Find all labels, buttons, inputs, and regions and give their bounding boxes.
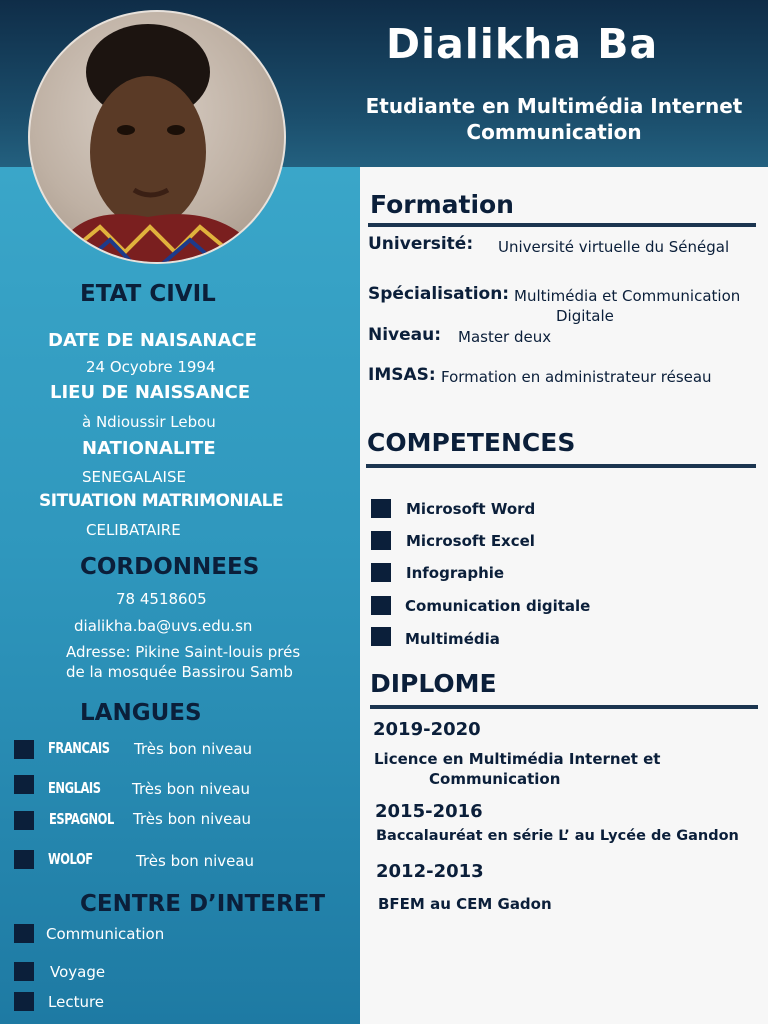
language-level: Très bon niveau <box>134 740 253 758</box>
situation-label: SITUATION MATRIMONIALE <box>39 491 284 511</box>
role-line-1: Etudiante en Multimédia Internet <box>365 94 743 118</box>
imsas-value: Formation en administrateur réseau <box>441 368 712 386</box>
section-title-formation: Formation <box>370 190 514 219</box>
skill-item: Multimédia <box>405 630 500 648</box>
profile-photo <box>28 10 286 264</box>
lieu-value: à Ndioussir Lebou <box>82 413 216 431</box>
situation-value: CELIBATAIRE <box>86 521 181 539</box>
square-bullet-icon <box>371 627 391 646</box>
square-bullet-icon <box>371 596 391 615</box>
diploma-year: 2015-2016 <box>375 801 483 822</box>
section-title-langues: LANGUES <box>80 700 202 726</box>
section-divider <box>366 464 756 468</box>
person-name: Dialikha Ba <box>386 20 659 68</box>
role-line-2: Communication <box>466 120 642 144</box>
universite-value: Université virtuelle du Sénégal <box>498 238 730 256</box>
language-name: WOLOF <box>48 850 93 868</box>
language-level: Très bon niveau <box>132 780 251 798</box>
square-bullet-icon <box>14 850 34 869</box>
language-level: Très bon niveau <box>133 810 252 828</box>
diploma-title-line-1: Licence en Multimédia Internet et <box>374 750 661 768</box>
diploma-title-line-1: BFEM au CEM Gadon <box>378 895 552 913</box>
specialisation-value-line-2: Digitale <box>556 307 614 325</box>
section-title-diplome: DIPLOME <box>370 669 497 698</box>
phone-number: 78 4518605 <box>116 590 207 608</box>
square-bullet-icon <box>14 775 34 794</box>
skill-item: Comunication digitale <box>405 597 591 615</box>
diploma-title-line-1: Baccalauréat en série L’ au Lycée de Gandon <box>376 828 739 844</box>
date-label: DATE DE NAISANACE <box>48 330 257 351</box>
niveau-value: Master deux <box>458 328 552 346</box>
section-divider <box>368 223 756 227</box>
interest-item: Lecture <box>48 993 105 1011</box>
interest-item: Voyage <box>50 963 106 981</box>
square-bullet-icon <box>371 531 391 550</box>
diploma-year: 2012-2013 <box>376 861 484 882</box>
square-bullet-icon <box>14 992 34 1011</box>
nationalite-value: SENEGALAISE <box>82 468 186 486</box>
section-title-interets: CENTRE D’INTERET <box>80 891 326 917</box>
square-bullet-icon <box>371 563 391 582</box>
square-bullet-icon <box>14 740 34 759</box>
universite-label: Université: <box>368 234 474 254</box>
interest-item: Communication <box>46 925 165 943</box>
niveau-label: Niveau: <box>368 325 442 345</box>
address-line-2: de la mosquée Bassirou Samb <box>66 663 293 681</box>
square-bullet-icon <box>371 499 391 518</box>
lieu-label: LIEU DE NAISSANCE <box>50 382 251 403</box>
imsas-label: IMSAS: <box>368 365 436 385</box>
email-address: dialikha.ba@uvs.edu.sn <box>74 617 253 635</box>
address-line-1: Adresse: Pikine Saint-louis prés <box>66 643 301 661</box>
square-bullet-icon <box>14 962 34 981</box>
language-name: FRANCAIS <box>48 739 110 757</box>
language-name: ENGLAIS <box>48 779 101 797</box>
person-role <box>340 93 768 145</box>
skill-item: Infographie <box>406 564 505 582</box>
language-level: Très bon niveau <box>136 852 255 870</box>
section-title-cordonnees: CORDONNEES <box>80 554 260 580</box>
square-bullet-icon <box>14 924 34 943</box>
language-name: ESPAGNOL <box>49 810 114 828</box>
skill-item: Microsoft Word <box>406 500 536 518</box>
diploma-title-line-2: Communication <box>429 770 561 788</box>
skill-item: Microsoft Excel <box>406 532 535 550</box>
section-title-competences: COMPETENCES <box>367 428 576 457</box>
portrait-illustration <box>30 12 286 264</box>
date-value: 24 Ocyobre 1994 <box>86 358 216 376</box>
square-bullet-icon <box>14 811 34 830</box>
specialisation-value-line-1: Multimédia et Communication <box>514 287 741 305</box>
section-title-etat-civil: ETAT CIVIL <box>80 281 216 307</box>
section-divider <box>370 705 758 709</box>
specialisation-label: Spécialisation: <box>368 284 510 304</box>
nationalite-label: NATIONALITE <box>82 438 216 459</box>
diploma-year: 2019-2020 <box>373 719 481 740</box>
